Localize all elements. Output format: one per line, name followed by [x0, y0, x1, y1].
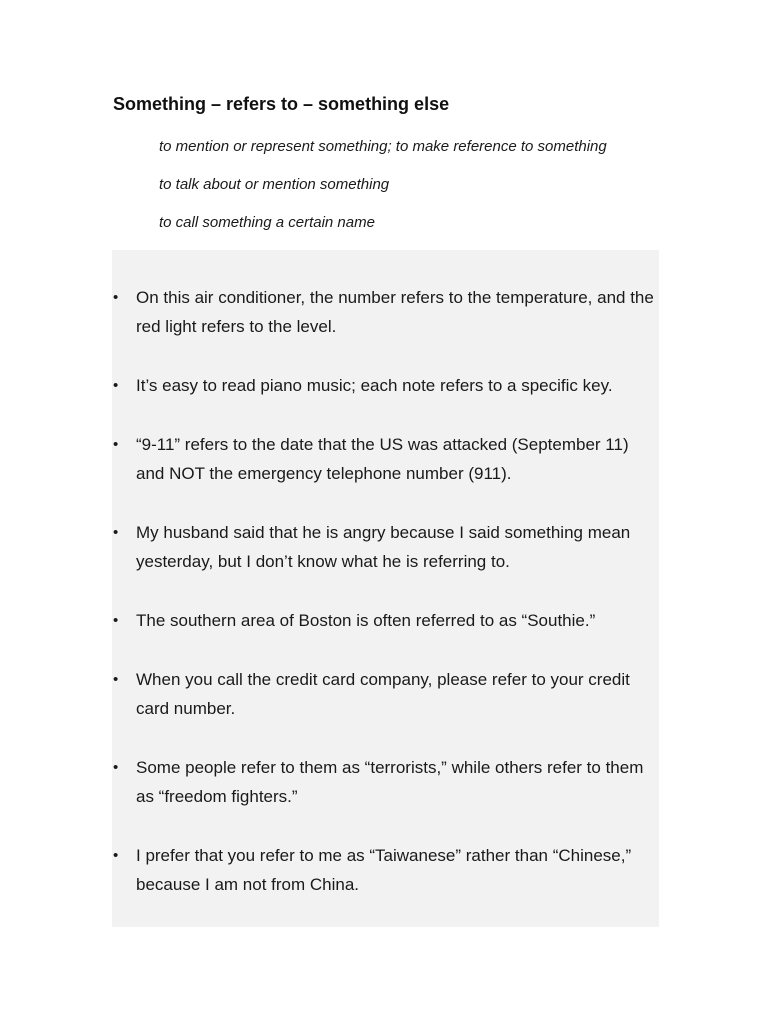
bullet-icon: •	[113, 847, 119, 864]
examples-panel	[112, 250, 659, 927]
definitions-list	[159, 137, 607, 251]
example-item	[112, 518, 659, 576]
example-text: On this air conditioner, the number refers to the temperature, and the red light refers to the level.	[136, 288, 654, 336]
example-item	[112, 753, 659, 811]
example-text: “9-11” refers to the date that the US was attacked (September 11) and NOT the emergency telephone number (911).	[136, 435, 629, 483]
bullet-icon: •	[113, 671, 119, 688]
bullet-icon: •	[113, 759, 119, 776]
example-text: The southern area of Boston is often referred to as “Southie.”	[136, 611, 596, 630]
example-item	[112, 606, 659, 635]
example-item	[112, 283, 659, 341]
examples-list	[112, 283, 659, 929]
example-item	[112, 371, 659, 400]
definition-item: to call something a certain name	[159, 214, 375, 231]
phrase-heading: Something – refers to – something else	[113, 94, 450, 114]
example-item	[112, 430, 659, 488]
definition-item: to mention or represent something; to make reference to something	[159, 138, 607, 155]
example-text: My husband said that he is angry because I said something mean yesterday, but I don’t know what he is referring to.	[136, 523, 631, 571]
example-text: When you call the credit card company, please refer to your credit card number.	[136, 670, 630, 718]
definition-item: to talk about or mention something	[159, 176, 390, 193]
example-text: Some people refer to them as “terrorists,” while others refer to them as “freedom fighters.”	[136, 758, 644, 806]
example-text: I prefer that you refer to me as “Taiwanese” rather than “Chinese,” because I am not from China.	[136, 846, 632, 894]
example-item	[112, 665, 659, 723]
example-text: It’s easy to read piano music; each note refers to a specific key.	[136, 376, 613, 395]
bullet-icon: •	[113, 612, 119, 629]
bullet-icon: •	[113, 289, 119, 306]
bullet-icon: •	[113, 377, 119, 394]
bullet-icon: •	[113, 524, 119, 541]
bullet-icon: •	[113, 436, 119, 453]
example-item	[112, 841, 659, 899]
